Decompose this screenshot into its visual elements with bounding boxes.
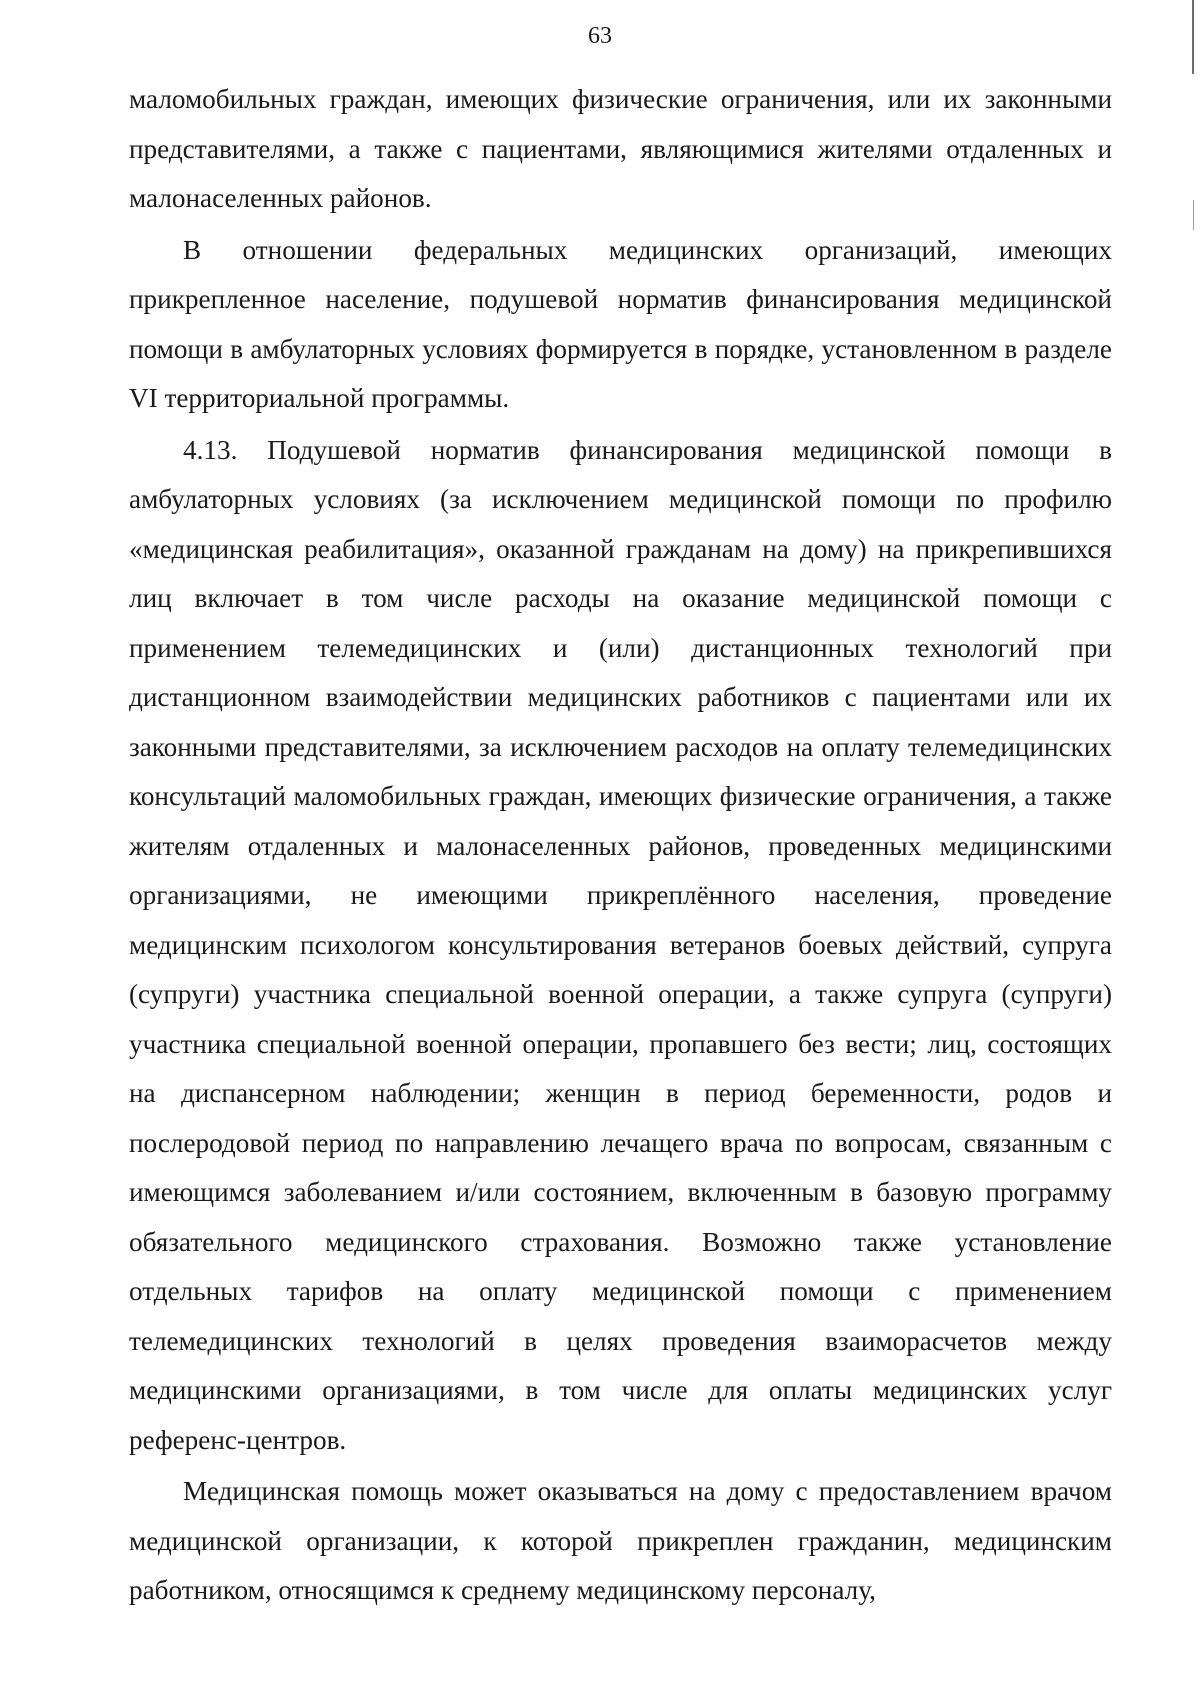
page-number: 63 bbox=[588, 23, 612, 49]
document-body bbox=[129, 75, 1112, 1616]
scan-edge-mark bbox=[1192, 0, 1194, 74]
paragraph-federal-organizations: В отношении федеральных медицинских организаций, имеющих прикрепленное население, подушевой норматив финансирования медицинской помощи в амбулаторных условиях формируется в порядке, установленном в разделе VI территориальной программы. bbox=[129, 234, 1112, 413]
paragraph-continuation: маломобильных граждан, имеющих физические ограничения, или их законными представителями, а также с пациентами, являющимися жителями отдаленных и малонаселенных районов. bbox=[129, 84, 1112, 213]
paragraph-home-care: Медицинская помощь может оказываться на дому с предоставлением врачом медицинской организации, к которой прикреплен гражданин, медицинским работником, относящимся к среднему медицинскому персоналу, bbox=[129, 1476, 1112, 1605]
scan-edge-mark bbox=[1193, 200, 1194, 230]
paragraph-4-13: 4.13. Подушевой норматив финансирования медицинской помощи в амбулаторных условиях (за исключением медицинской помощи по профилю «медицинская реабилитация», оказанной гражданам на дому) на прикрепившихся лиц включает в том числе расходы на оказание медицинской помощи с применением телемедицинских и (или) дистанционных технологий при дистанционном взаимодействии медицинских работников с пациентами или их законными представителями, за исключением расходов на оплату телемедицинских консультаций маломобильных граждан, имеющих физические ограничения, а также жителям отдаленных и малонаселенных районов, проведенных медицинскими организациями, не имеющими прикреплённого населения, проведение медицинским психологом консультирования ветеранов боевых действий, супруга (супруги) участника специальной военной операции, а также супруга (супруги) участника специальной военной операции, пропавшего без вести; лиц, состоящих на диспансерном наблюдении; женщин в период беременности, родов и послеродовой период по направлению лечащего врача по вопросам, связанным с имеющимся заболеванием и/или состоянием, включенным в базовую программу обязательного медицинского страхования. Возможно также установление отдельных тарифов на оплату медицинской помощи с применением телемедицинских технологий в целях проведения взаиморасчетов между медицинскими организациями, в том числе для оплаты медицинских услуг референс-центров. bbox=[129, 434, 1112, 1455]
